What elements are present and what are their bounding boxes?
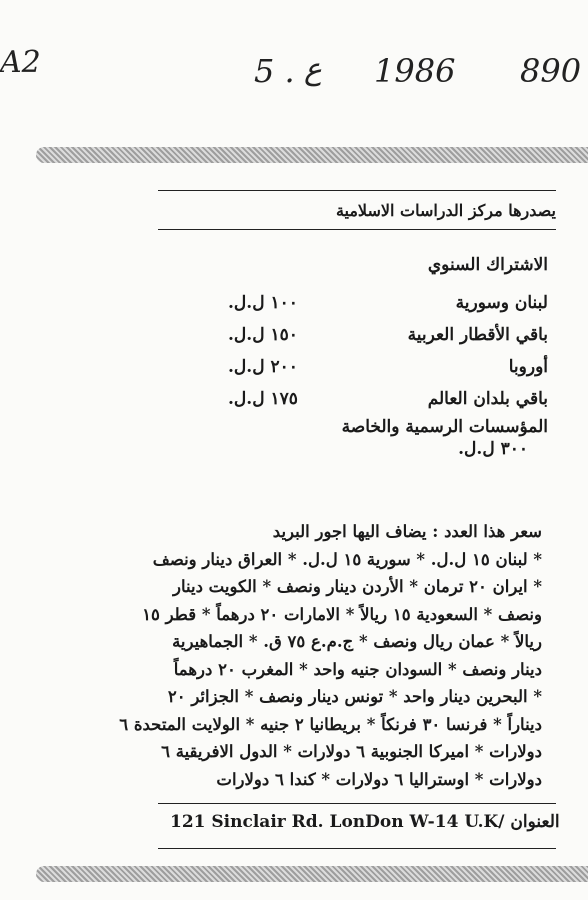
address-value: 121 Sinclair Rd. LonDon W-14 U.K [170,812,499,832]
divider-below-address [158,848,556,849]
subscription-price: ١٠٠ ل.ل. [228,293,298,313]
issue-price-header: سعر هذا العدد : يضاف اليها اجور البريد [272,522,542,541]
address-row [170,812,560,832]
issue-price-line: دولارات * اميركا الجنوبية ٦ دولارات * الدول الافريقية ٦ [161,742,542,761]
handwritten-year: 1986 [374,52,456,90]
divider-above-address [158,803,556,804]
decorative-band-top [36,147,588,163]
subscription-price: ١٥٠ ل.ل. [228,325,298,345]
handwritten-month: ع [304,52,322,87]
issue-price-line: دينار ونصف * السودان جنيه واحد * المغرب ٢٠ درهماً [173,659,542,679]
subscription-price: ٢٠٠ ل.ل. [228,357,298,377]
publisher-line: يصدرها مركز الدراسات الاسلامية [335,201,556,220]
issue-price-line: * لبنان ١٥ ل.ل. * سورية ١٥ ل.ل. * العراق دينار ونصف [152,549,542,569]
handwritten-code: A2 [0,45,41,80]
subscription-region: لبنان وسورية [455,293,548,313]
issue-price-line: ريالاً * عمان ريال ونصف * ج.م.ع ٧٥ ق. * الجماهيرية [172,632,542,651]
issue-price-line: دولارات * اوستراليا ٦ دولارات * كندا ٦ دولارات [216,769,542,789]
subscription-title: الاشتراك السنوي [427,255,548,275]
issue-price-line: ونصف * السعودية ١٥ ريالاً * الامارات ٢٠ درهماً * قطر ١٥ [142,604,542,624]
subscription-region: باقي الأقطار العربية [407,325,548,345]
subscription-institutions-price: ٣٠٠ ل.ل. [458,439,528,459]
subscription-row [228,383,548,415]
subscription-block [228,255,548,459]
handwritten-number: 890 [520,52,582,90]
divider-under-publisher [158,229,556,230]
subscription-region: أوروبا [508,357,548,377]
issue-price-line: * ايران ٢٠ ترمان * الأردن دينار ونصف * الكويت دينار [173,577,542,596]
subscription-row [228,319,548,351]
issue-price-line: * البحرين دينار واحد * تونس دينار ونصف * الجزائر ٢٠ [167,687,542,706]
subscription-price: ١٧٥ ل.ل. [228,389,298,409]
decorative-band-bottom [36,866,588,882]
subscription-row [228,351,548,383]
issue-price-block [32,518,542,793]
subscription-region: باقي بلدان العالم [427,389,548,409]
issue-price-line: ديناراً * فرنسا ٣٠ فرنكاً * بريطانيا ٢ جنيه * الولايت المتحدة ٦ [119,714,542,734]
divider-top [158,190,556,191]
subscription-row [228,287,548,319]
address-label: العنوان / [498,812,560,832]
handwritten-day: 5 . [254,52,295,90]
subscription-institutions: المؤسسات الرسمية والخاصة [341,417,548,437]
